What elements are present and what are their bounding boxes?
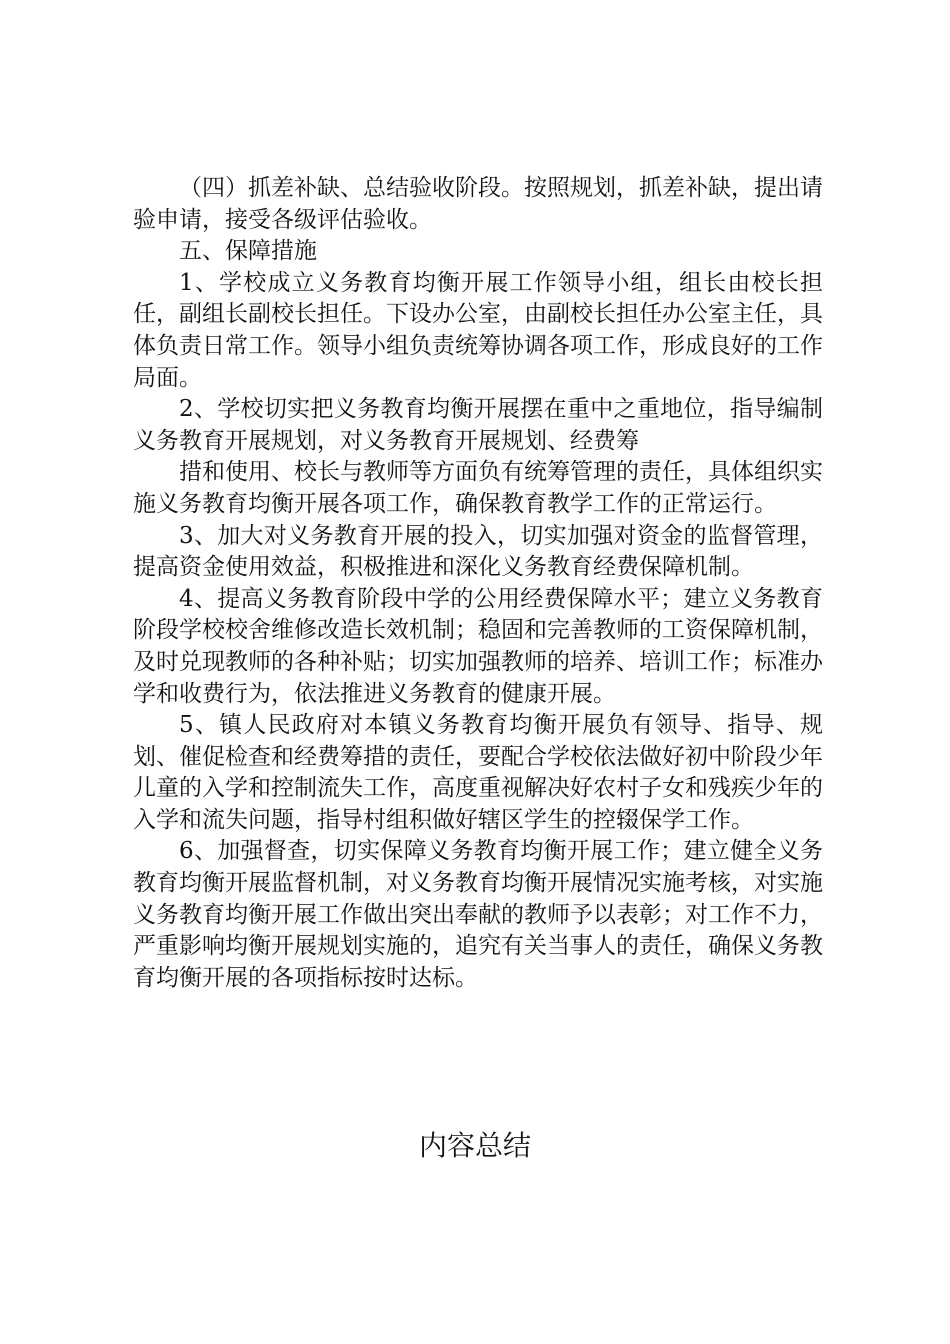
paragraph-measure-1: 1、学校成立义务教育均衡开展工作领导小组，组长由校长担任，副组长副校长担任。下设办公室，由副校长担任办公室主任，具体负责日常工作。领导小组负责统筹协调各项工作，形成良好的工作局面。 bbox=[133, 269, 823, 391]
paragraph-measure-2-part-b: 措和使用、校长与教师等方面负有统筹管理的责任，具体组织实施义务教育均衡开展各项工作，确保教育教学工作的正常运行。 bbox=[133, 459, 823, 517]
paragraph-measure-3: 3、加大对义务教育开展的投入，切实加强对资金的监督管理，提高资金使用效益，积极推进和深化义务教育经费保障机制。 bbox=[133, 522, 823, 581]
paragraph-measure-6: 6、加强督查，切实保障义务教育均衡开展工作；建立健全义务教育均衡开展监督机制，对义务教育均衡开展情况实施考核，对实施义务教育均衡开展工作做出突出奉献的教师予以表彰；对工作不力，严重影响均衡开展规划实施的，追究有关当事人的责任，确保义务教育均衡开展的各项指标按时达标。 bbox=[133, 838, 823, 991]
summary-heading: 内容总结 bbox=[418, 1129, 531, 1162]
paragraph-stage-four: （四）抓差补缺、总结验收阶段。按照规划，抓差补缺，提出请验申请，接受各级评估验收。 bbox=[133, 175, 823, 233]
paragraph-measure-5: 5、镇人民政府对本镇义务教育均衡开展负有领导、指导、规划、催促检查和经费筹措的责任，要配合学校依法做好初中阶段少年儿童的入学和控制流失工作，高度重视解决好农村子女和残疾少年的入学和流失问题，指导村组积做好辖区学生的控辍保学工作。 bbox=[133, 712, 823, 833]
section-heading-safeguards: 五、保障措施 bbox=[179, 238, 317, 265]
paragraph-measure-2-part-a: 2、学校切实把义务教育均衡开展摆在重中之重地位，指导编制义务教育开展规划，对义务教育开展规划、经费筹 bbox=[133, 396, 823, 454]
paragraph-measure-4: 4、提高义务教育阶段中学的公用经费保障水平；建立义务教育阶段学校校舍维修改造长效机制；稳固和完善教师的工资保障机制，及时兑现教师的各种补贴；切实加强教师的培养、培训工作；标准办学和收费行为，依法推进义务教育的健康开展。 bbox=[133, 585, 823, 707]
document-body bbox=[133, 173, 823, 994]
